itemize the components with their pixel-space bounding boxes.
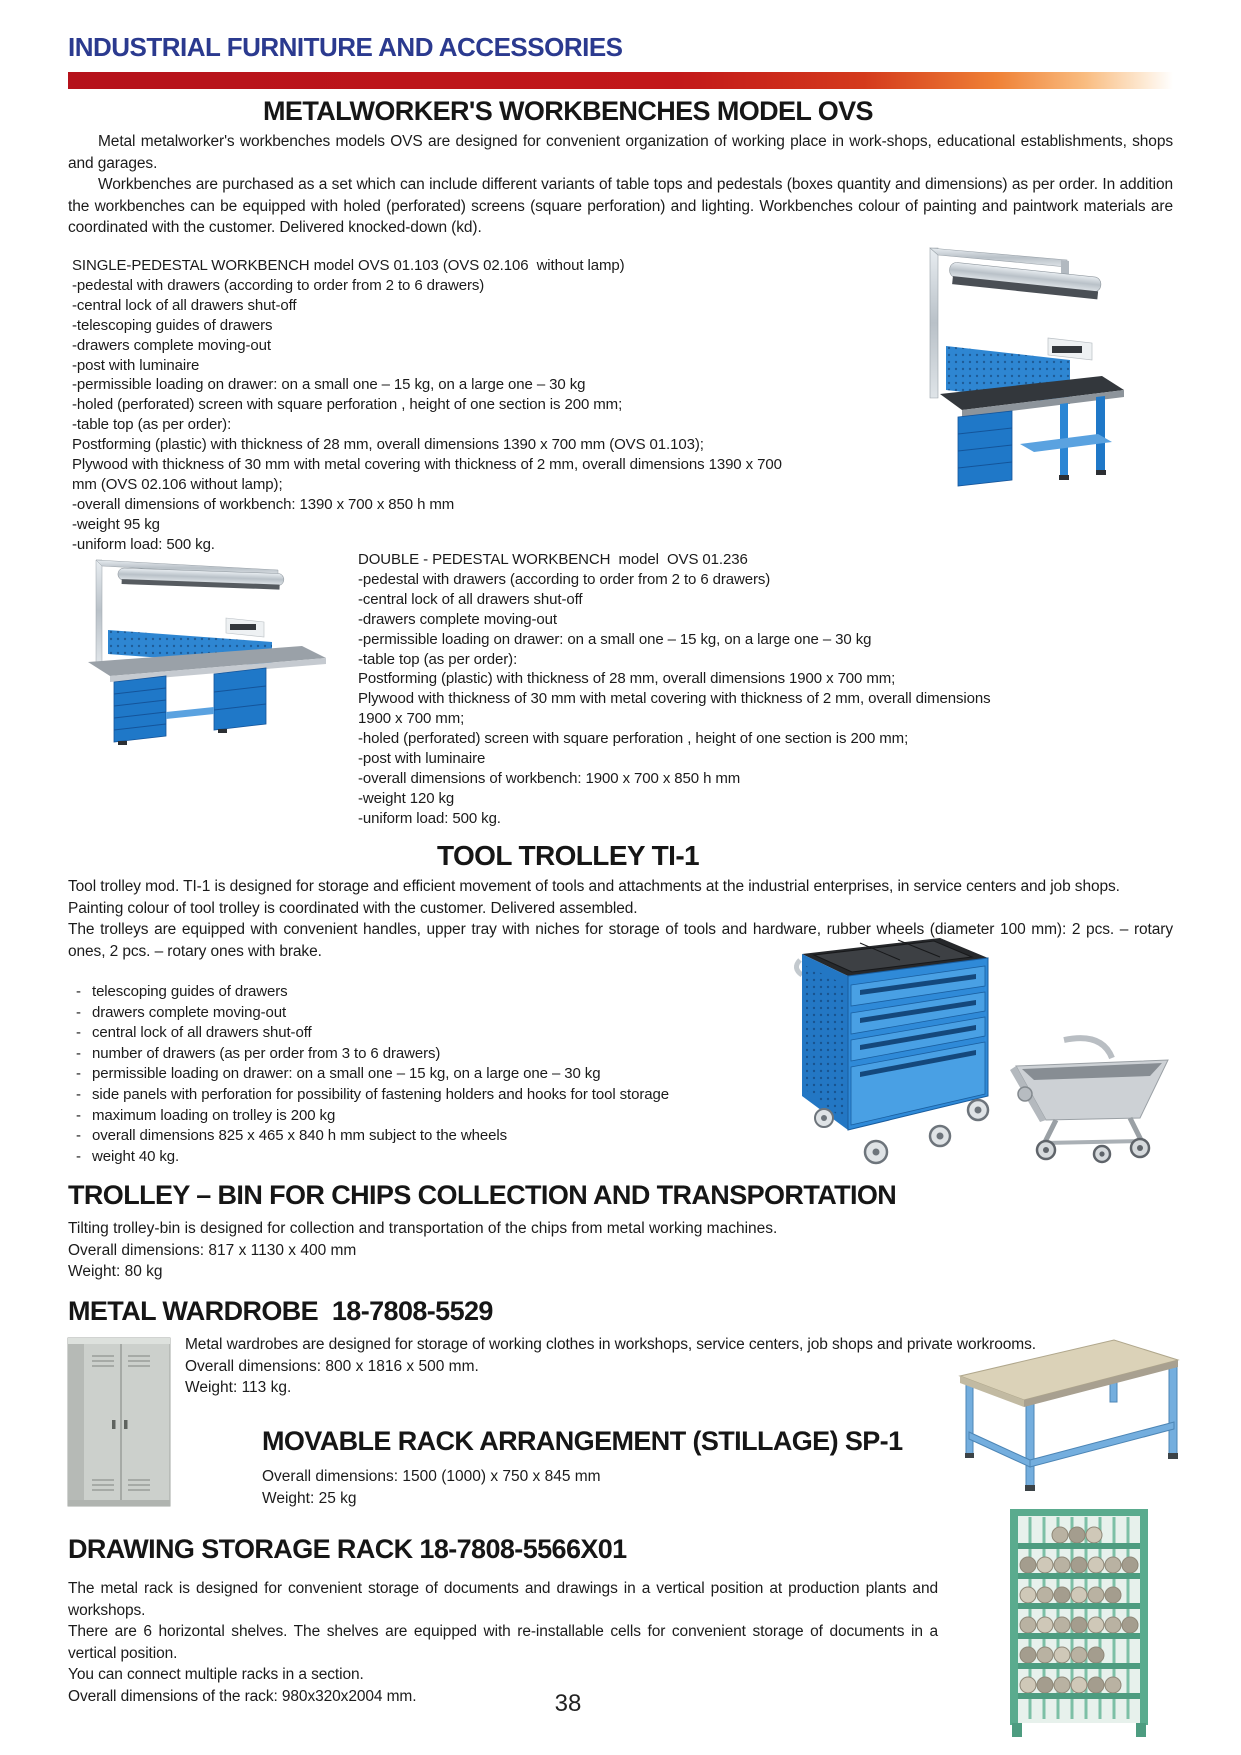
stillage-line: Overall dimensions: 1500 (1000) x 750 x 845 mm xyxy=(262,1468,601,1485)
workbenches-intro xyxy=(68,131,1173,239)
spec-line: -central lock of all drawers shut-off xyxy=(358,590,583,608)
spec-line: -holed (perforated) screen with square perforation , height of one section is 200 mm; xyxy=(358,730,909,748)
spec-line: -post with luminaire xyxy=(358,750,486,768)
feature-item: - permissible loading on drawer: on a small one – 15 kg, on a large one – 30 kg xyxy=(68,1064,783,1085)
spec-line: Postforming (plastic) with thickness of 28 mm, overall dimensions 1390 x 700 mm (OVS 01.103); xyxy=(72,436,704,454)
intro-paragraph: Metal metalworker's workbenches models OVS are designed for convenient organization of working place in work-shops, educational establishments, shops and garages. xyxy=(68,133,1173,172)
feature-item: - side panels with perforation for possibility of fastening holders and hooks for tool storage xyxy=(68,1085,783,1106)
spec-line: -telescoping guides of drawers xyxy=(72,316,273,334)
spec-line: -overall dimensions of workbench: 1390 x 700 x 850 h mm xyxy=(72,495,455,513)
chips-bin-illustration xyxy=(998,1030,1188,1164)
spec-line: -pedestal with drawers (according to order from 2 to 6 drawers) xyxy=(358,570,771,588)
page-header-title: INDUSTRIAL FURNITURE AND ACCESSORIES xyxy=(68,32,623,62)
single-pedestal-spec xyxy=(72,256,864,555)
chips-trolley-text xyxy=(68,1218,968,1283)
wardrobe-illustration xyxy=(62,1334,178,1516)
spec-line: -uniform load: 500 kg. xyxy=(72,535,215,553)
drawing-rack-text xyxy=(68,1578,938,1707)
spec-line: -table top (as per order): xyxy=(358,650,518,668)
spec-line: -drawers complete moving-out xyxy=(358,610,557,628)
spec-title: DOUBLE - PEDESTAL WORKBENCH model OVS 01.236 xyxy=(358,551,748,568)
tool-trolley-paragraph: Tool trolley mod. TI-1 is designed for storage and efficient movement of tools and attachments at the industrial enterprises, in service centers and job shops. xyxy=(68,878,1120,895)
intro-paragraph: Workbenches are purchased as a set which can include different variants of table tops and pedestals (boxes quantity and dimensions) as per order. In addition the workbenches can be equipped with holed (perforated) screens (square perforation) and lighting. Workbenches colour of painting and paintwork materials are coordinated with the customer. Delivered knocked-down (kd). xyxy=(68,176,1173,236)
wardrobe-photo xyxy=(62,1334,178,1516)
spec-line: Plywood with thickness of 30 mm with metal covering with thickness of 2 mm, overall dimensions xyxy=(358,690,991,708)
feature-item: - weight 40 kg. xyxy=(68,1147,783,1168)
tool-trolley-illustration xyxy=(790,928,995,1172)
stillage-illustration xyxy=(946,1332,1186,1516)
drawing-rack-paragraph: Overall dimensions of the rack: 980x320x2004 mm. xyxy=(68,1687,417,1705)
spec-line: Plywood with thickness of 30 mm with metal covering with thickness of 2 mm, overall dimensions 1390 x 700 xyxy=(72,456,782,474)
chips-line: Weight: 80 kg xyxy=(68,1263,163,1280)
spec-line: -table top (as per order): xyxy=(72,416,232,434)
double-pedestal-workbench-photo xyxy=(80,552,332,750)
section-title-stillage: MOVABLE RACK ARRANGEMENT (STILLAGE) SP-1 xyxy=(262,1426,903,1456)
feature-item: - maximum loading on trolley is 200 kg xyxy=(68,1106,783,1127)
workbench-double-illustration xyxy=(80,552,332,750)
spec-line: Postforming (plastic) with thickness of 28 mm, overall dimensions 1900 x 700 mm; xyxy=(358,670,896,688)
spec-line: 1900 x 700 mm; xyxy=(358,710,465,728)
spec-line: -permissible loading on drawer: on a small one – 15 kg, on a large one – 30 kg xyxy=(72,376,586,394)
section-title-wardrobe: METAL WARDROBE 18-7808-5529 xyxy=(68,1296,493,1326)
spec-line: -weight 120 kg xyxy=(358,789,455,807)
section-title-tool-trolley: TOOL TROLLEY TI-1 xyxy=(436,840,700,871)
spec-line: mm (OVS 02.106 without lamp); xyxy=(72,475,283,493)
spec-line: -drawers complete moving-out xyxy=(72,336,271,354)
spec-line: -post with luminaire xyxy=(72,356,200,374)
tool-trolley-photo xyxy=(790,928,995,1172)
chips-line: Tilting trolley-bin is designed for collection and transportation of the chips from metal working machines. xyxy=(68,1220,778,1237)
section-title-chips-trolley: TROLLEY – BIN FOR CHIPS COLLECTION AND TRANSPORTATION xyxy=(68,1180,897,1210)
section-title-workbenches: METALWORKER'S WORKBENCHES MODEL OVS xyxy=(263,96,873,126)
stillage-photo xyxy=(946,1332,1186,1516)
tool-trolley-paragraph: The trolleys are equipped with convenient handles, upper tray with niches for storage of tools and hardware, rubber wheels (diameter 100 mm): 2 pcs. – rotary ones, 2 pcs. – rotary ones with brake. xyxy=(68,921,1173,960)
wardrobe-paragraph: Metal wardrobes are designed for storage of working clothes in workshops, service centers, job shops and private workrooms. xyxy=(185,1336,1036,1353)
spec-line: -weight 95 kg xyxy=(72,515,160,533)
spec-line: -holed (perforated) screen with square perforation , height of one section is 200 mm; xyxy=(72,396,623,414)
double-pedestal-spec xyxy=(358,550,1148,829)
page-number: 38 xyxy=(554,1690,582,1717)
tool-trolley-paragraph: Painting colour of tool trolley is coordinated with the customer. Delivered assembled. xyxy=(68,899,638,917)
header-divider-bar xyxy=(68,72,1173,89)
single-pedestal-workbench-photo xyxy=(862,226,1140,500)
wardrobe-line: Weight: 113 kg. xyxy=(185,1379,292,1396)
wardrobe-line: Overall dimensions: 800 x 1816 x 500 mm. xyxy=(185,1357,479,1375)
feature-item: - overall dimensions 825 x 465 x 840 h mm subject to the wheels xyxy=(68,1126,783,1147)
feature-item: - telescoping guides of drawers xyxy=(68,982,783,1003)
drawing-rack-paragraph: The metal rack is designed for convenient storage of documents and drawings in a vertical position at production plants and workshops. xyxy=(68,1580,938,1619)
feature-item: - drawers complete moving-out xyxy=(68,1003,783,1024)
workbench-single-illustration xyxy=(862,226,1140,500)
stillage-text xyxy=(262,1466,862,1509)
drawing-rack-paragraph: You can connect multiple racks in a section. xyxy=(68,1666,364,1683)
spec-title: SINGLE-PEDESTAL WORKBENCH model OVS 01.103 (OVS 02.106 without lamp) xyxy=(72,257,625,274)
spec-line: -central lock of all drawers shut-off xyxy=(72,296,297,314)
tool-trolley-features xyxy=(68,982,783,1167)
chips-line: Overall dimensions: 817 x 1130 x 400 mm xyxy=(68,1241,357,1259)
spec-line: -uniform load: 500 kg. xyxy=(358,809,501,827)
tool-trolley-text xyxy=(68,876,1173,962)
spec-line: -pedestal with drawers (according to order from 2 to 6 drawers) xyxy=(72,276,485,294)
feature-item: - number of drawers (as per order from 3 to 6 drawers) xyxy=(68,1044,783,1065)
spec-line: -permissible loading on drawer: on a small one – 15 kg, on a large one – 30 kg xyxy=(358,630,872,648)
spec-line: -overall dimensions of workbench: 1900 x 700 x 850 h mm xyxy=(358,769,741,787)
chips-bin-photo xyxy=(998,1030,1188,1164)
drawing-rack-paragraph: There are 6 horizontal shelves. The shelves are equipped with re-installable cells for convenient storage of documents in a vertical position. xyxy=(68,1623,938,1662)
section-title-drawing-rack: DRAWING STORAGE RACK 18-7808-5566X01 xyxy=(68,1534,627,1564)
stillage-line: Weight: 25 kg xyxy=(262,1489,357,1507)
feature-item: - central lock of all drawers shut-off xyxy=(68,1023,783,1044)
